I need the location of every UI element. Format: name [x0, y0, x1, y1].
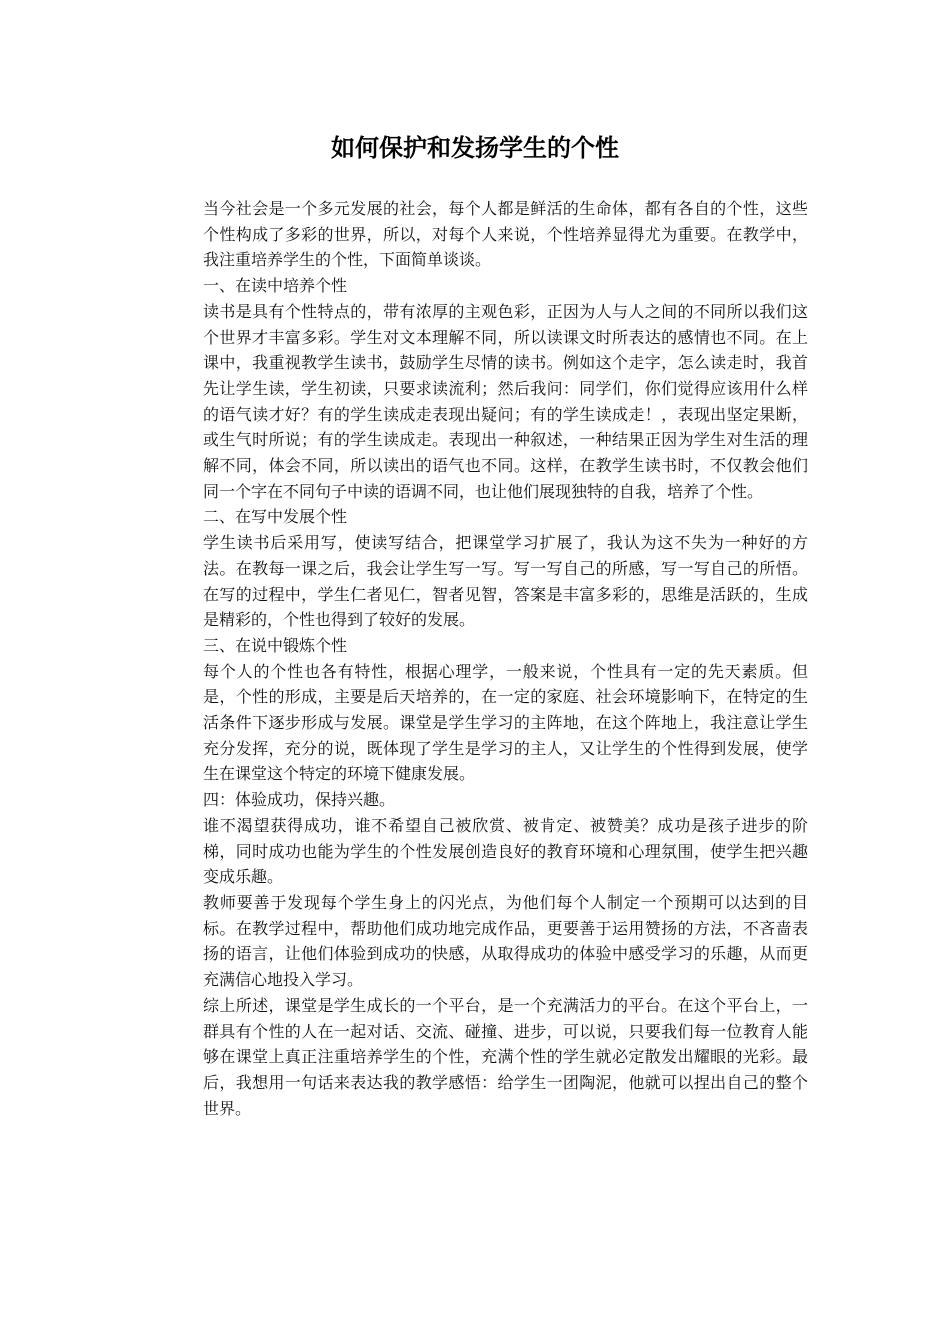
paragraph-speaking: 每个人的个性也各有特性，根据心理学，一般来说，个性具有一定的先天素质。但是，个性的形成，主要是后天培养的，在一定的家庭、社会环境影响下，在特定的生活条件下逐步形成与发展。课堂是学生学习的主阵地，在这个阵地上，我注意让学生充分发挥，充分的说，既体现了学生是学习的主人，又让学生的个性得到发展，使学生在课堂这个特定的环境下健康发展。 [203, 661, 808, 784]
document-body [203, 196, 808, 1121]
paragraph-conclusion: 综上所述，课堂是学生成长的一个平台，是一个充满活力的平台。在这个平台上，一群具有个性的人在一起对话、交流、碰撞、进步，可以说，只要我们每一位教育人能够在课堂上真正注重培养学生的个性，充满个性的学生就必定散发出耀眼的光彩。最后，我想用一句话来表达我的教学感悟：给学生一团陶泥，他就可以捏出自己的整个世界。 [203, 995, 808, 1118]
section-heading-speaking: 三、在说中锻炼个性 [203, 635, 348, 655]
section-heading-reading: 一、在读中培养个性 [203, 276, 348, 296]
paragraph-intro: 当今社会是一个多元发展的社会，每个人都是鲜活的生命体，都有各自的个性，这些个性构成了多彩的世界，所以，对每个人来说，个性培养显得尤为重要。在教学中，我注重培养学生的个性，下面简单谈谈。 [203, 199, 808, 270]
paragraph-success-1: 谁不渴望获得成功，谁不希望自己被欣赏、被肯定、被赞美？成功是孩子进步的阶梯，同时成功也能为学生的个性发展创造良好的教育环境和心理氛围，使学生把兴趣变成乐趣。 [203, 815, 808, 887]
paragraph-writing: 学生读书后采用写，使读写结合，把课堂学习扩展了，我认为这不失为一种好的方法。在教每一课之后，我会让学生写一写。写一写自己的所感，写一写自己的所悟。在写的过程中，学生仁者见仁，智者见智，答案是丰富多彩的，思维是活跃的，生成是精彩的，个性也得到了较好的发展。 [203, 533, 808, 630]
paragraph-success-2: 教师要善于发现每个学生身上的闪光点，为他们每个人制定一个预期可以达到的目标。在教学过程中，帮助他们成功地完成作品，更要善于运用赞扬的方法，不吝啬表扬的语言，让他们体验到成功的快感，从取得成功的体验中感受学习的乐趣，从而更充满信心地投入学习。 [203, 892, 808, 990]
section-heading-writing: 二、在写中发展个性 [203, 507, 348, 527]
document-title: 如何保护和发扬学生的个性 [331, 134, 619, 162]
section-heading-success: 四：体验成功，保持兴趣。 [203, 790, 396, 810]
paragraph-reading: 读书是具有个性特点的，带有浓厚的主观色彩，正因为人与人之间的不同所以我们这个世界才丰富多彩。学生对文本理解不同，所以读课文时所表达的感情也不同。在上课中，我重视教学生读书，鼓励学生尽情的读书。例如这个走字，怎么读走时，我首先让学生读，学生初读，只要求读流利；然后我问：同学们，你们觉得应该用什么样的语气读才好？有的学生读成走表现出疑问；有的学生读成走！，表现出坚定果断，或生气时所说；有的学生读成走。表现出一种叙述，一种结果正因为学生对生活的理解不同，体会不同，所以读出的语气也不同。这样，在教学生读书时，不仅教会他们同一个字在不同句子中读的语调不同，也让他们展现独特的自我，培养了个性。 [203, 301, 808, 501]
